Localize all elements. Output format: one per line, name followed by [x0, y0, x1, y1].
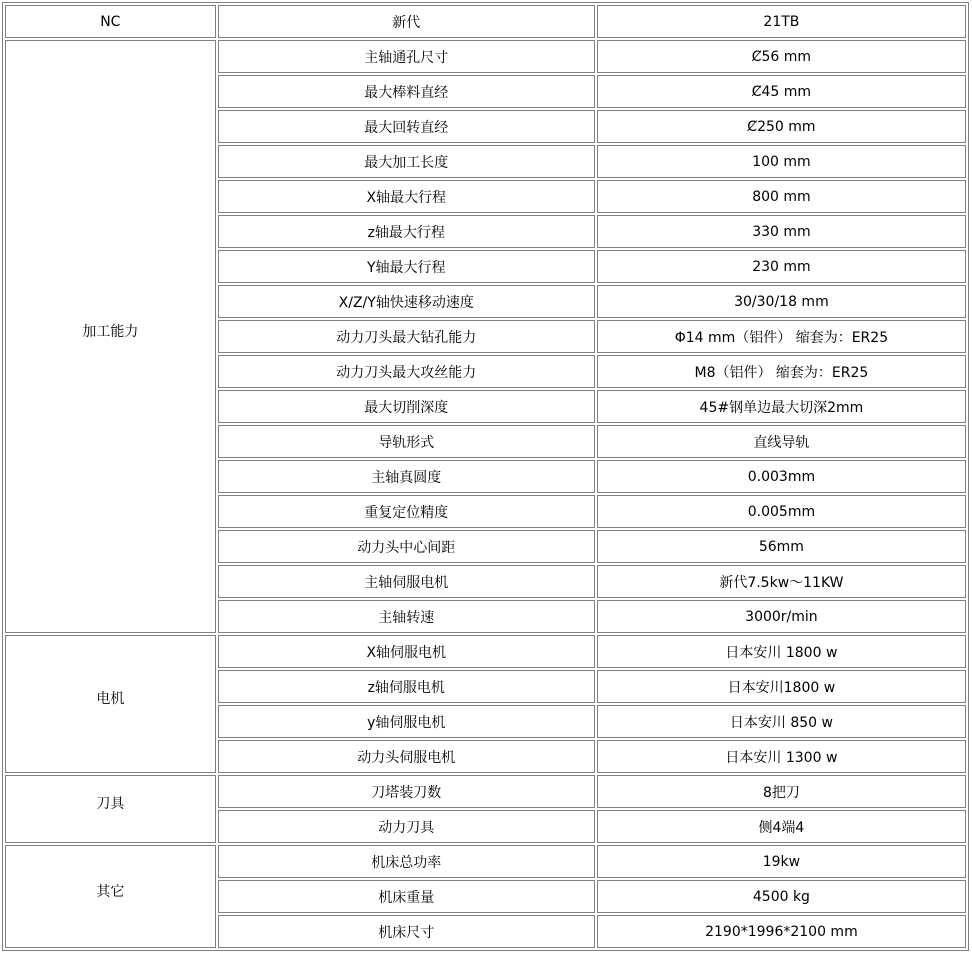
spec-value: 100 mm: [597, 145, 966, 178]
spec-value: Ȼ250 mm: [597, 110, 966, 143]
spec-item: 动力头伺服电机: [218, 740, 595, 773]
spec-item: 主轴伺服电机: [218, 565, 595, 598]
header-col3: 21TB: [597, 5, 966, 38]
spec-item: z轴伺服电机: [218, 670, 595, 703]
spec-item: 导轨形式: [218, 425, 595, 458]
spec-item: 机床重量: [218, 880, 595, 913]
spec-value: 侧4端4: [597, 810, 966, 843]
spec-item: 刀塔装刀数: [218, 775, 595, 808]
table-row: [5, 635, 966, 668]
spec-value: 4500 kg: [597, 880, 966, 913]
spec-item: z轴最大行程: [218, 215, 595, 248]
spec-item: Y轴最大行程: [218, 250, 595, 283]
spec-value: 800 mm: [597, 180, 966, 213]
spec-item: y轴伺服电机: [218, 705, 595, 738]
spec-item: 机床总功率: [218, 845, 595, 878]
group-label: [5, 845, 216, 948]
spec-item: 主轴转速: [218, 600, 595, 633]
spec-item: X轴最大行程: [218, 180, 595, 213]
spec-item: 机床尺寸: [218, 915, 595, 948]
spec-value: M8（铝件） 缩套为：ER25: [597, 355, 966, 388]
spec-item: X/Z/Y轴快速移动速度: [218, 285, 595, 318]
table-row: [5, 775, 966, 808]
spec-item: 主轴真圆度: [218, 460, 595, 493]
spec-value: Ȼ56 mm: [597, 40, 966, 73]
group-label: [5, 635, 216, 773]
spec-value: 0.005mm: [597, 495, 966, 528]
spec-item: X轴伺服电机: [218, 635, 595, 668]
spec-value: 日本安川1800 w: [597, 670, 966, 703]
spec-value: 3000r/min: [597, 600, 966, 633]
spec-value: 8把刀: [597, 775, 966, 808]
spec-item: 最大切削深度: [218, 390, 595, 423]
spec-item: 主轴通孔尺寸: [218, 40, 595, 73]
spec-item: 动力刀头最大攻丝能力: [218, 355, 595, 388]
group-label-text: 其它: [96, 883, 125, 900]
spec-value: 230 mm: [597, 250, 966, 283]
spec-value: 0.003mm: [597, 460, 966, 493]
spec-item: 最大棒料直经: [218, 75, 595, 108]
group-label-text: 加工能力: [82, 323, 139, 340]
spec-value: Φ14 mm（铝件） 缩套为：ER25: [597, 320, 966, 353]
spec-value: 日本安川 850 w: [597, 705, 966, 738]
spec-value: Ȼ45 mm: [597, 75, 966, 108]
header-col1: NC: [5, 5, 216, 38]
spec-value: 直线导轨: [597, 425, 966, 458]
spec-value: 日本安川 1800 w: [597, 635, 966, 668]
spec-value: 日本安川 1300 w: [597, 740, 966, 773]
spec-item: 动力头中心间距: [218, 530, 595, 563]
spec-item: 动力刀头最大钻孔能力: [218, 320, 595, 353]
header-row: [5, 5, 966, 38]
group-label-text: 刀具: [96, 796, 125, 812]
spec-item: 重复定位精度: [218, 495, 595, 528]
spec-item: 动力刀具: [218, 810, 595, 843]
spec-item: 最大加工长度: [218, 145, 595, 178]
spec-value: 330 mm: [597, 215, 966, 248]
group-label: [5, 40, 216, 633]
spec-table: [2, 2, 969, 951]
group-label-text: 电机: [96, 691, 125, 707]
spec-item: 最大回转直经: [218, 110, 595, 143]
spec-value: 45#钢单边最大切深2mm: [597, 390, 966, 423]
spec-body: [5, 40, 966, 948]
header-col2: 新代: [218, 5, 595, 38]
spec-value: 新代7.5kw～11KW: [597, 565, 966, 598]
table-row: [5, 845, 966, 878]
spec-value: 19kw: [597, 845, 966, 878]
table-row: [5, 40, 966, 73]
spec-value: 30/30/18 mm: [597, 285, 966, 318]
spec-value: 2190*1996*2100 mm: [597, 915, 966, 948]
group-label: [5, 775, 216, 843]
spec-value: 56mm: [597, 530, 966, 563]
